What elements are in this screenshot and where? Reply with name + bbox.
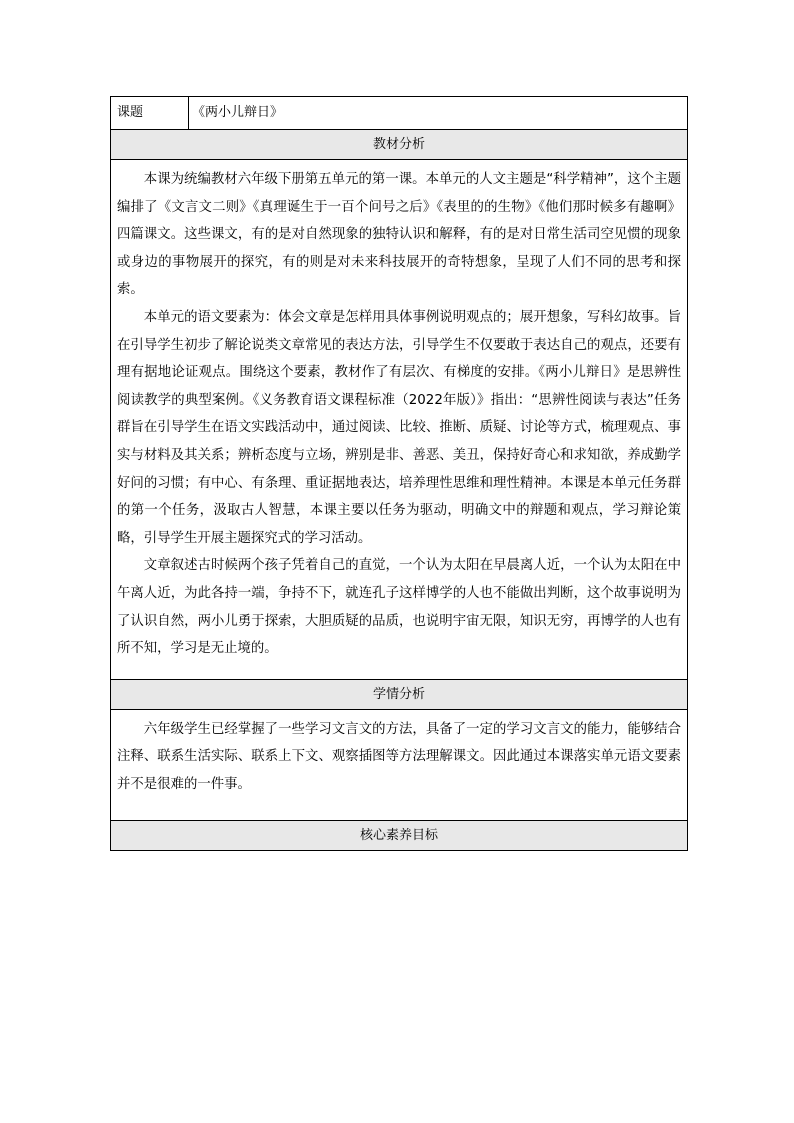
section-body-learner-analysis xyxy=(111,709,688,821)
paragraph: 六年级学生已经掌握了一些学习文言文的方法，具备了一定的学习文言文的能力，能够结合注释、联系生活实际、联系上下文、观察插图等方法理解课文。因此通过本课落实单元语文要素并不是很难的一件事。 xyxy=(117,721,681,792)
topic-row xyxy=(111,97,688,130)
section-body-textbook-analysis xyxy=(111,160,688,680)
paragraph: 本课为统编教材六年级下册第五单元的第一课。本单元的人文主题是“科学精神”，这个主题编排了《文言文二则》《真理诞生于一百个问号之后》《表里的的生物》《他们那时候多有趣啊》四篇课文。这些课文，有的是对自然现象的独特认识和解释，有的是对日常生活司空见惯的现象或身边的事物展开的探究，有的则是对未来科技展开的奇特想象，呈现了人们不同的思考和探索。 xyxy=(117,172,681,298)
section-title: 核心素养目标 xyxy=(111,821,688,851)
paragraph: 本单元的语文要素为：体会文章是怎样用具体事例说明观点的；展开想象，写科幻故事。旨在引导学生初步了解论说类文章常见的表达方法，引导学生不仅要敢于表达自己的观点，还要有理有据地论证观点。围绕这个要素，教材作了有层次、有梯度的安排。《两小儿辩日》是思辨性阅读教学的典型案例。《义务教育语文课程标准（2022年版）》指出：“思辨性阅读与表达”任务群旨在引导学生在语文实践活动中，通过阅读、比较、推断、质疑、讨论等方式，梳理观点、事实与材料及其关系；辨析态度与立场，辨别是非、善恶、美丑，保持好奇心和求知欲，养成勤学好问的习惯；有中心、有条理、重证据地表达，培养理性思维和理性精神。本课是本单元任务群的第一个任务，汲取古人智慧，本课主要以任务为驱动，明确文中的辩题和观点，学习辩论策略，引导学生开展主题探究式的学习活动。 xyxy=(117,309,681,546)
section-body xyxy=(111,160,688,680)
section-header-core-literacy-goals xyxy=(111,821,688,851)
section-title: 学情分析 xyxy=(111,679,688,709)
section-title: 教材分析 xyxy=(111,130,688,160)
lesson-plan-table xyxy=(110,96,688,851)
section-header-textbook-analysis xyxy=(111,130,688,160)
topic-label: 课题 xyxy=(111,97,189,130)
section-body xyxy=(111,709,688,821)
paragraph: 文章叙述古时候两个孩子凭着自己的直觉，一个认为太阳在早晨离人近，一个认为太阳在中午离人近，为此各持一端，争持不下，就连孔子这样博学的人也不能做出判断，这个故事说明为了认识自然，两小儿勇于探索，大胆质疑的品质，也说明宇宙无限，知识无穷，再博学的人也有所不知，学习是无止境的。 xyxy=(117,558,681,657)
section-header-learner-analysis xyxy=(111,679,688,709)
topic-title: 《两小儿辩日》 xyxy=(189,97,688,130)
